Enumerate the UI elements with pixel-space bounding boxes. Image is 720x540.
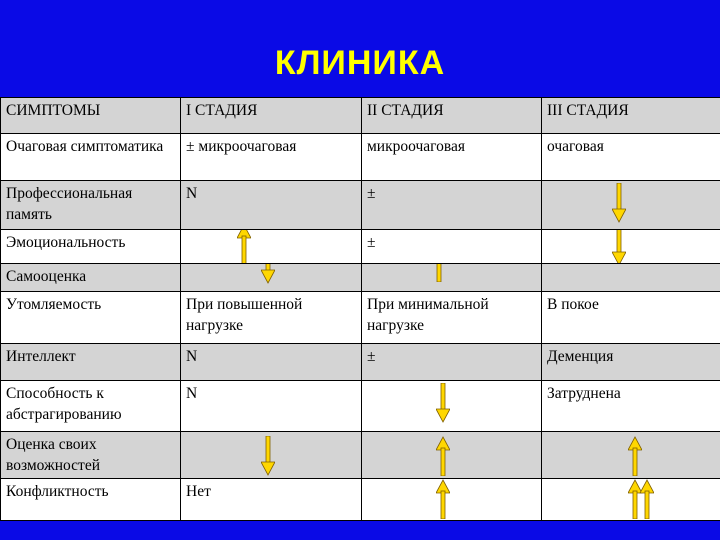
arrow-up-icon (237, 230, 251, 264)
header-symptoms: СИМПТОМЫ (1, 98, 181, 134)
stage3-cell (542, 181, 720, 230)
stage2-cell: микроочаговая (362, 134, 542, 181)
stage3-cell: Деменция (542, 344, 720, 381)
symptom-cell: Эмоциональность (1, 230, 181, 264)
stage2-cell: ± (362, 344, 542, 381)
stage1-cell: N (181, 181, 362, 230)
table-row (1, 479, 720, 521)
stage1-cell (181, 432, 362, 479)
table-row (1, 292, 720, 344)
stage2-cell (362, 264, 542, 292)
table-row (1, 381, 720, 432)
stage2-cell: При минимальной нагрузке (362, 292, 542, 344)
stage1-cell (181, 264, 362, 292)
table-row (1, 230, 720, 264)
arrow-up-icon (432, 264, 446, 283)
header-stage-2: II СТАДИЯ (362, 98, 542, 134)
stage1-cell: При повышенной нагрузке (181, 292, 362, 344)
table-row (1, 264, 720, 292)
table-row (1, 134, 720, 181)
arrow-down-icon (436, 383, 450, 423)
stage1-cell (181, 230, 362, 264)
stage3-cell: очаговая (542, 134, 720, 181)
stage1-cell: Нет (181, 479, 362, 521)
double-arrow-up-icon (628, 479, 654, 519)
arrow-down-icon (261, 436, 275, 476)
stage1-cell: N (181, 381, 362, 432)
table-row (1, 344, 720, 381)
header-stage-1: I СТАДИЯ (181, 98, 362, 134)
arrow-down-icon (612, 183, 626, 223)
stage3-cell: В покое (542, 292, 720, 344)
symptom-cell: Утомляемость (1, 292, 181, 344)
symptom-cell: Самооценка (1, 264, 181, 292)
symptom-cell: Конфликтность (1, 479, 181, 521)
symptom-cell: Профессиональная память (1, 181, 181, 230)
stage3-cell (542, 479, 720, 521)
stage1-cell: ± микроочаговая (181, 134, 362, 181)
header-stage-3: III СТАДИЯ (542, 98, 720, 134)
arrow-down-icon (612, 230, 626, 264)
arrow-up-icon (436, 436, 450, 476)
stage3-cell (542, 432, 720, 479)
stage3-cell (542, 264, 720, 292)
stage2-cell: ± (362, 230, 542, 264)
symptom-cell: Оценка своих возможностей (1, 432, 181, 479)
arrow-up-icon (436, 479, 450, 519)
symptom-cell: Способность к абстрагированию (1, 381, 181, 432)
symptom-cell: Очаговая симптоматика (1, 134, 181, 181)
arrow-up-icon (628, 436, 642, 476)
symptom-cell: Интеллект (1, 344, 181, 381)
stage2-cell (362, 432, 542, 479)
stage2-cell (362, 381, 542, 432)
header-row (1, 98, 720, 134)
clinic-table (0, 97, 720, 521)
arrow-down-icon (261, 264, 275, 285)
stage2-cell: ± (362, 181, 542, 230)
table-row (1, 432, 720, 479)
stage2-cell (362, 479, 542, 521)
stage3-cell (542, 230, 720, 264)
stage3-cell: Затруднена (542, 381, 720, 432)
table-row (1, 181, 720, 230)
stage1-cell: N (181, 344, 362, 381)
page-title: КЛИНИКА (274, 44, 446, 82)
